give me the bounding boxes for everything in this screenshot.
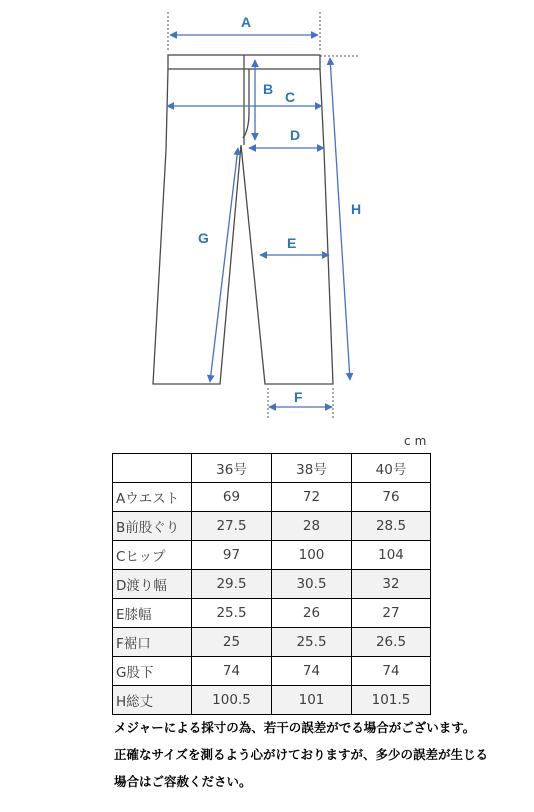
cell-value: 100.5 (192, 686, 272, 715)
cell-value: 29.5 (192, 570, 272, 599)
table-row (113, 599, 431, 628)
row-label: B前股ぐり (113, 512, 192, 541)
row-label: Cヒップ (113, 541, 192, 570)
label-f: F (294, 389, 303, 405)
label-c: C (285, 89, 296, 105)
unit-label: cm (404, 434, 431, 448)
row-label: Aウエスト (113, 483, 192, 512)
cell-value: 30.5 (272, 570, 352, 599)
cell-value: 27.5 (192, 512, 272, 541)
table-row (113, 657, 431, 686)
note-line-3: 場合はご容赦ください。 (114, 774, 252, 789)
label-d: D (290, 127, 301, 143)
label-g: G (198, 230, 209, 246)
row-label: F裾口 (113, 628, 192, 657)
cell-value: 104 (352, 541, 431, 570)
label-b: B (263, 81, 274, 97)
note-line-2: 正確なサイズを測るよう心がけておりますが、多少の誤差が生じる (114, 747, 489, 762)
label-a: A (241, 14, 252, 30)
cell-value: 26.5 (352, 628, 431, 657)
cell-value: 28 (272, 512, 352, 541)
row-label: D渡り幅 (113, 570, 192, 599)
cell-value: 26 (272, 599, 352, 628)
cell-value: 25.5 (272, 628, 352, 657)
row-label: G股下 (113, 657, 192, 686)
row-label: H総丈 (113, 686, 192, 715)
header-size-40: 40号 (352, 454, 431, 483)
cell-value: 101 (272, 686, 352, 715)
size-table (112, 453, 431, 715)
header-size-36: 36号 (192, 454, 272, 483)
header-size-38: 38号 (272, 454, 352, 483)
measure-arrows (167, 35, 350, 407)
cell-value: 25 (192, 628, 272, 657)
cell-value: 25.5 (192, 599, 272, 628)
cell-value: 74 (352, 657, 431, 686)
cell-value: 32 (352, 570, 431, 599)
cell-value: 69 (192, 483, 272, 512)
table-row (113, 541, 431, 570)
table-header-row (113, 454, 431, 483)
cell-value: 27 (352, 599, 431, 628)
label-e: E (287, 235, 297, 251)
cell-value: 74 (272, 657, 352, 686)
label-h: H (351, 201, 362, 217)
header-empty (113, 454, 192, 483)
table-row (113, 686, 431, 715)
pants-outline (153, 55, 333, 384)
cell-value: 28.5 (352, 512, 431, 541)
table-row (113, 570, 431, 599)
table-row (113, 512, 431, 541)
cell-value: 74 (192, 657, 272, 686)
arrow-h (330, 58, 350, 380)
cell-value: 101.5 (352, 686, 431, 715)
cell-value: 76 (352, 483, 431, 512)
arrow-g (210, 148, 238, 382)
cell-value: 97 (192, 541, 272, 570)
table-row (113, 628, 431, 657)
cell-value: 100 (272, 541, 352, 570)
row-label: E膝幅 (113, 599, 192, 628)
note-line-1: メジャーによる採寸の為、若干の誤差がでる場合がございます。 (114, 720, 476, 735)
table-row (113, 483, 431, 512)
cell-value: 72 (272, 483, 352, 512)
